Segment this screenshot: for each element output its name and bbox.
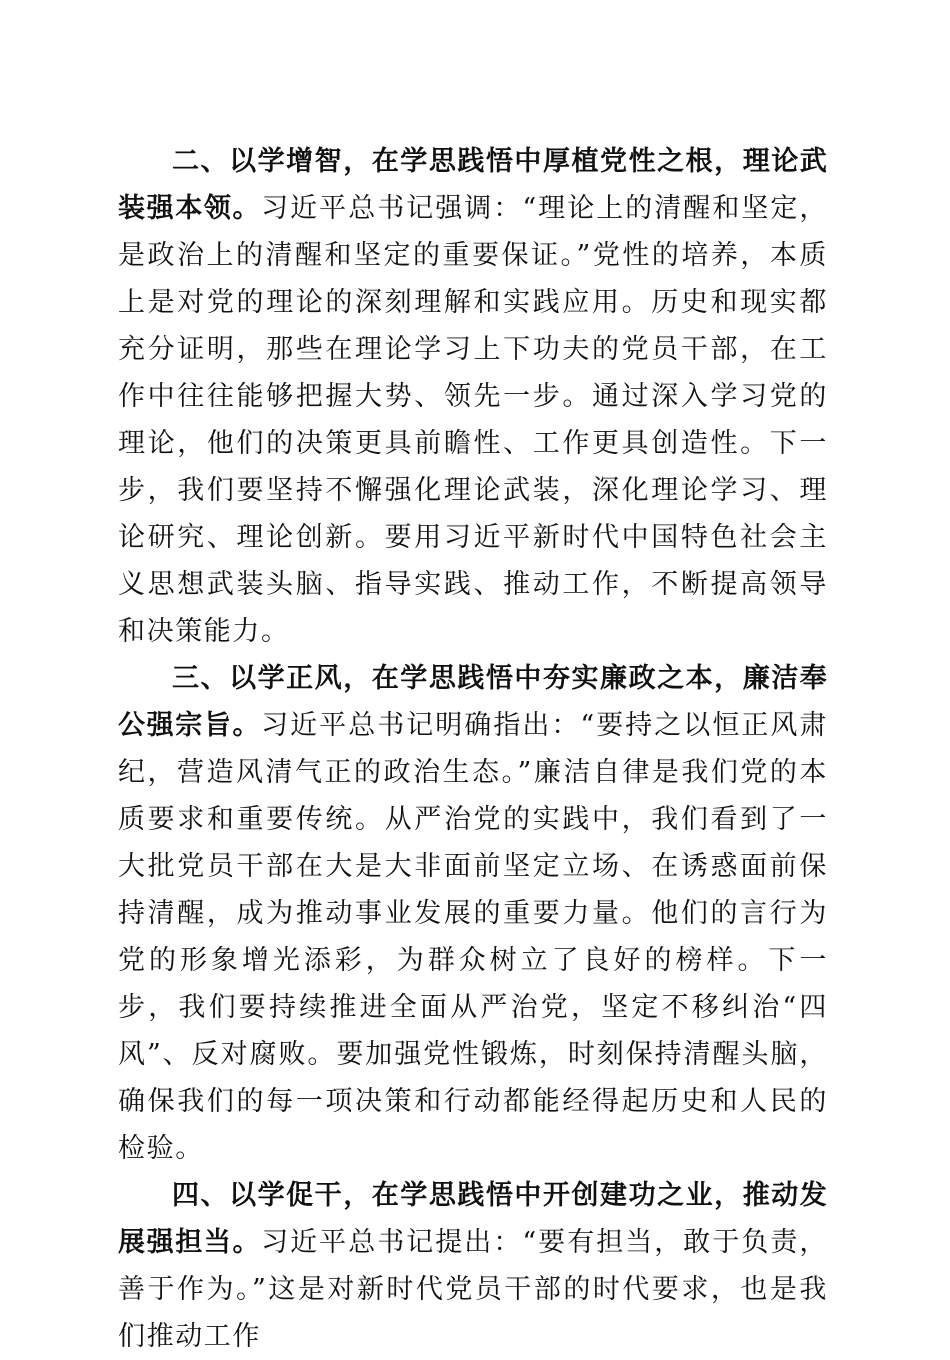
section-heading: 三、以学正风，在学思践悟中夯实廉政之本，廉洁奉公强宗旨。 <box>118 663 828 741</box>
paragraph-section-4 <box>118 1172 828 1360</box>
paragraph-section-2 <box>118 138 828 655</box>
paragraph-body: 习近平总书记提出：“要有担当，敢于负责，善于作为。”这是对新时代党员干部的时代要求，也是我们推动工作 <box>118 1227 828 1352</box>
section-heading: 四、以学促干，在学思践悟中开创建功之业，推动发展强担当。 <box>118 1180 828 1258</box>
paragraph-body: 习近平总书记强调：“理论上的清醒和坚定，是政治上的清醒和坚定的重要保证。”党性的培养，本质上是对党的理论的深刻理解和实践应用。历史和现实都充分证明，那些在理论学习上下功夫的党员干部，在工作中往往能够把握大势、领先一步。通过深入学习党的理论，他们的决策更具前瞻性、工作更具创造性。下一步，我们要坚持不懈强化理论武装，深化理论学习、理论研究、理论创新。要用习近平新时代中国特色社会主义思想武装头脑、指导实践、推动工作，不断提高领导和决策能力。 <box>118 193 828 647</box>
paragraph-body: 习近平总书记明确指出：“要持之以恒正风肃纪，营造风清气正的政治生态。”廉洁自律是我们党的本质要求和重要传统。从严治党的实践中，我们看到了一大批党员干部在大是大非面前坚定立场、在诱惑面前保持清醒，成为推动事业发展的重要力量。他们的言行为党的形象增光添彩，为群众树立了良好的榜样。下一步，我们要持续推进全面从严治党，坚定不移纠治“四风”、反对腐败。要加强党性锻炼，时刻保持清醒头脑，确保我们的每一项决策和行动都能经得起历史和人民的检验。 <box>118 710 828 1164</box>
document-body <box>118 138 828 1360</box>
paragraph-section-3 <box>118 655 828 1172</box>
section-heading: 二、以学增智，在学思践悟中厚植党性之根，理论武装强本领。 <box>118 146 828 224</box>
